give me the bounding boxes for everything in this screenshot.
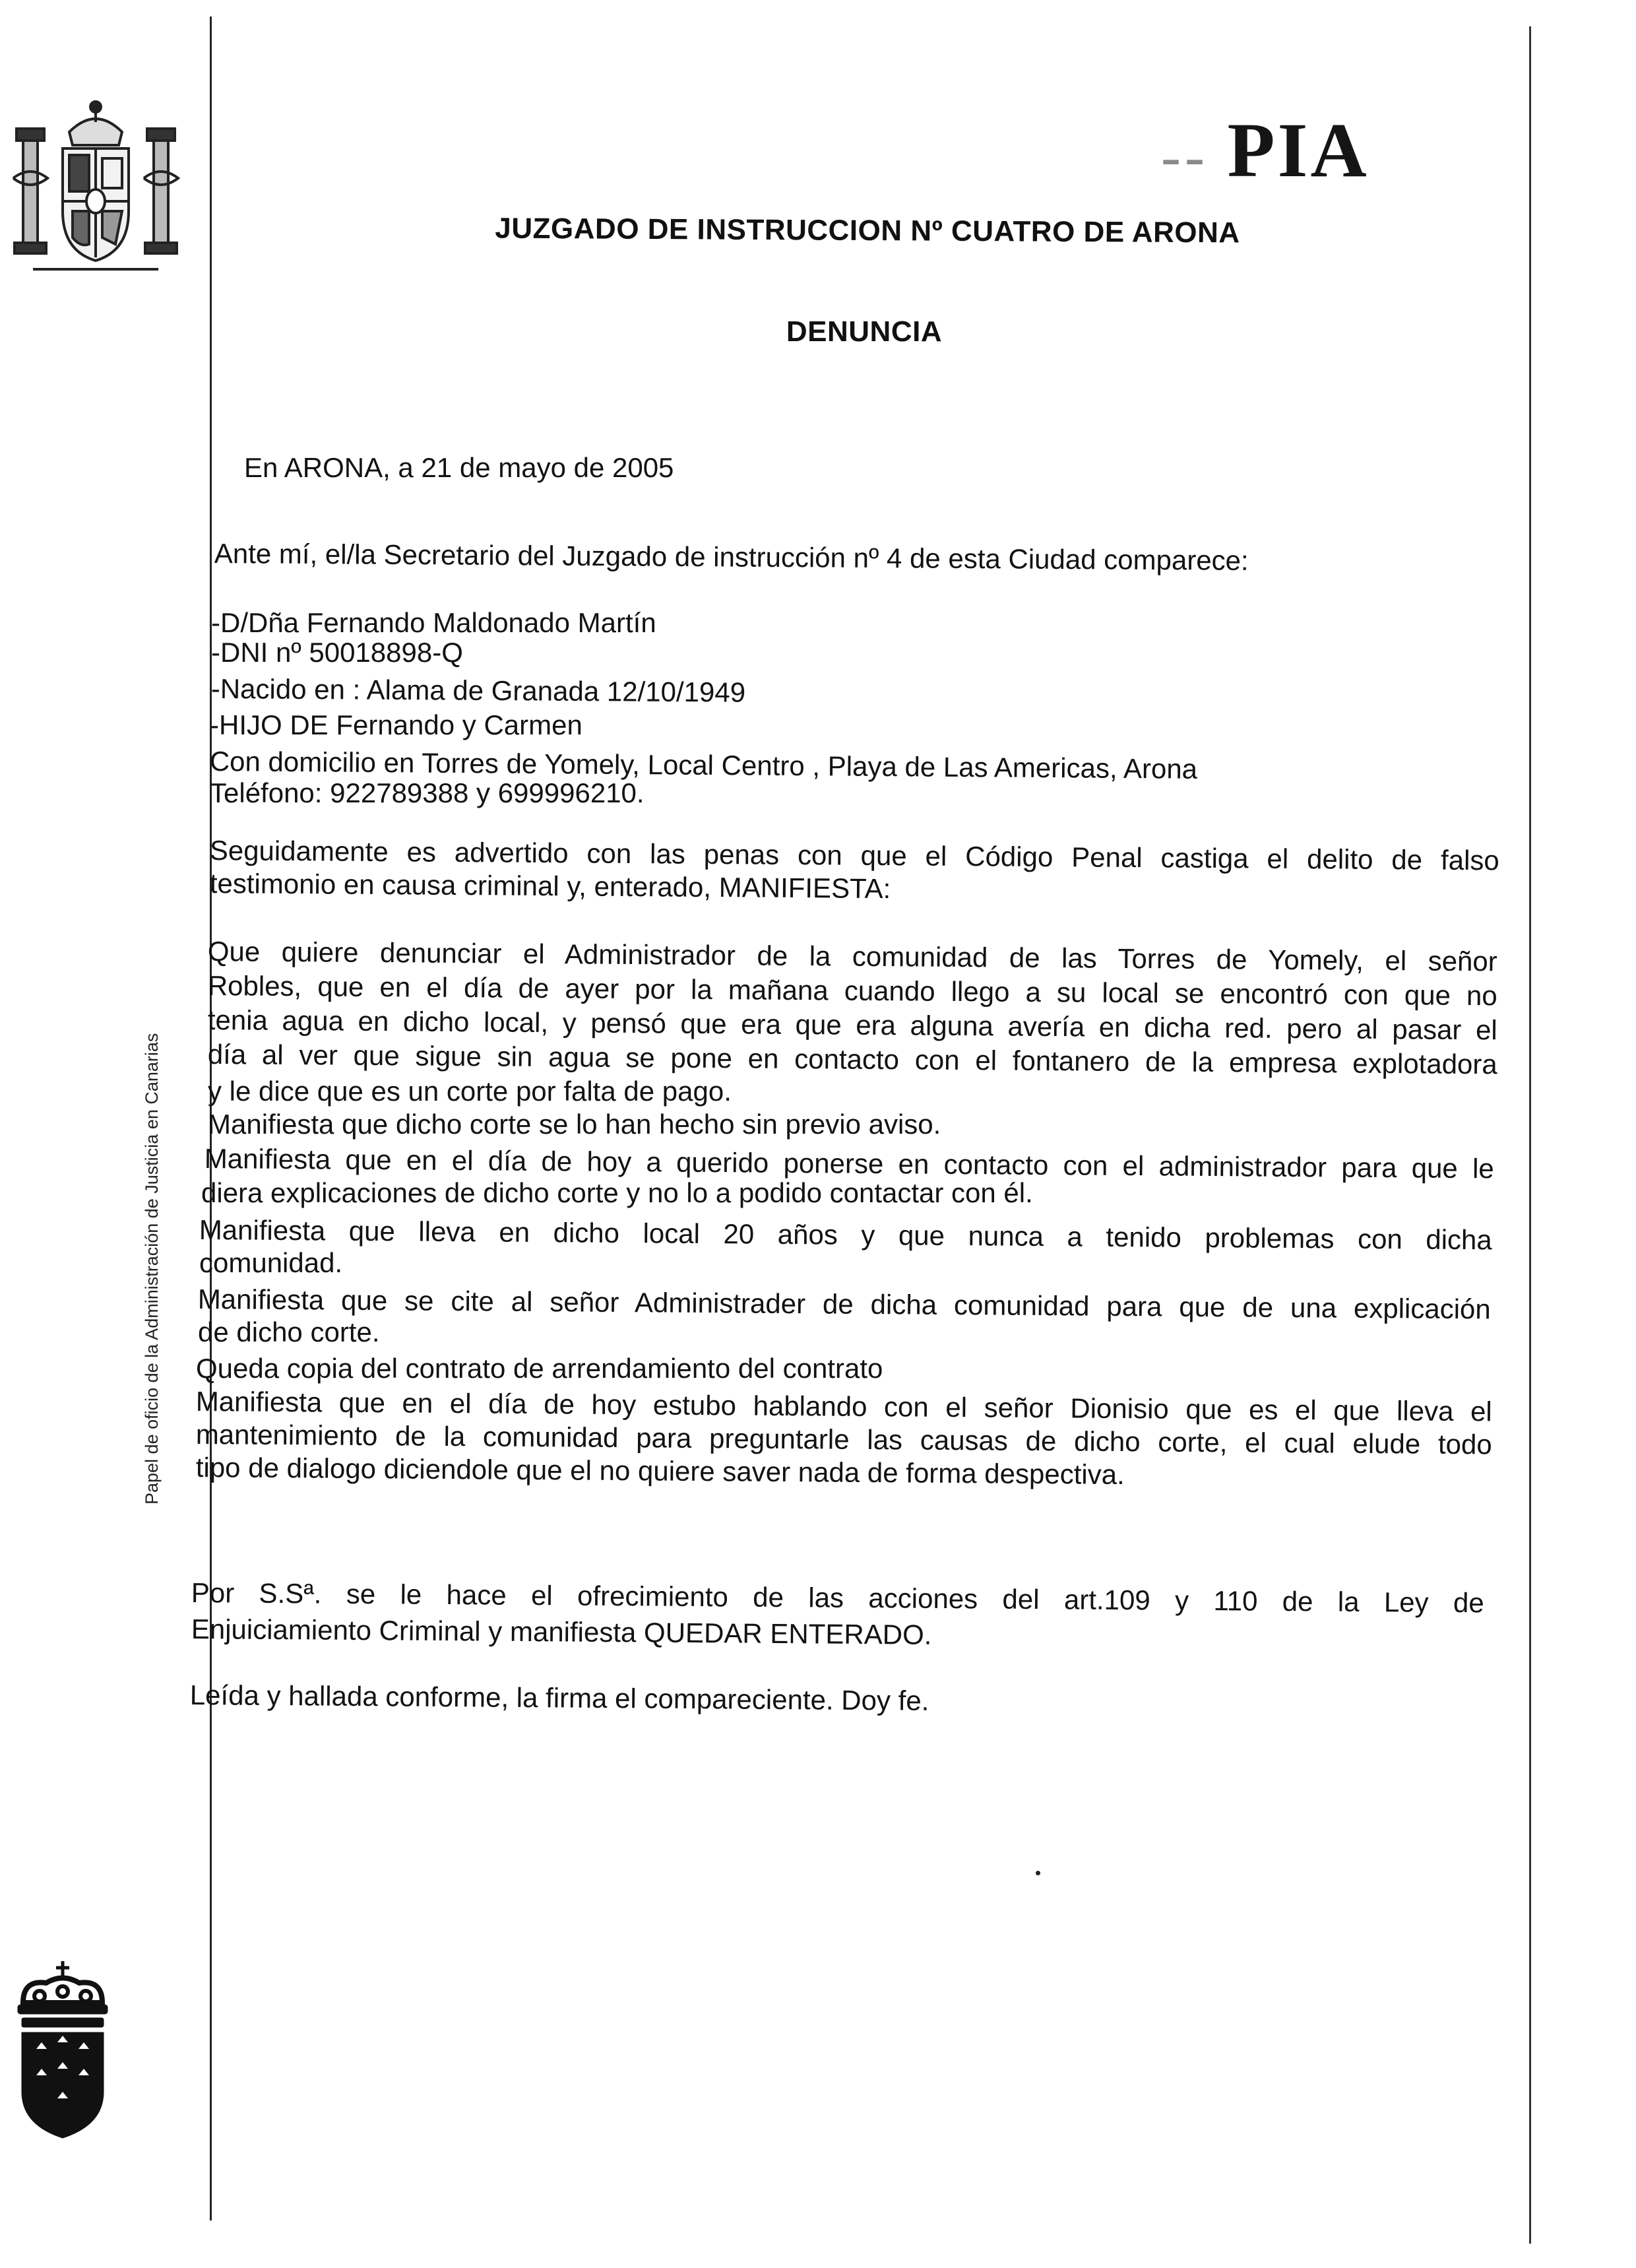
statement-line: Que quiere denunciar el Administrador de la comunidad de las Torres de Yomely, el señor: [207, 936, 1497, 977]
statement-line: tenia agua en dicho local, y pensó que era que era alguna avería en dicha red. pero al pasar el: [207, 1004, 1497, 1046]
statement-line: Queda copia del contrato de arrendamiento del contrato: [196, 1353, 883, 1384]
statement-line: Manifiesta que lleva en dicho local 20 años y que nunca a tenido problemas con dicha: [199, 1214, 1492, 1256]
canarias-emblem: [10, 1960, 115, 2145]
statement-line: día al ver que sigue sin agua se pone en contacto con el fontanero de la empresa explotadora: [207, 1039, 1497, 1080]
stray-mark: [1036, 1871, 1040, 1875]
statement-line: comunidad.: [199, 1247, 343, 1278]
statement-line: y le dice que es un corte por falta de pago.: [208, 1076, 732, 1107]
place-date: En ARONA, a 21 de mayo de 2005: [244, 452, 674, 483]
complainant-name: -D/Dña Fernando Maldonado Martín: [211, 607, 656, 638]
closing-line: Leída y hallada conforme, la firma el compareciente. Doy fe.: [189, 1679, 929, 1716]
statement-line: Manifiesta que dicho corte se lo han hecho sin previo aviso.: [208, 1109, 941, 1140]
copia-stamp: [1161, 106, 1412, 205]
statement-line: tipo de dialogo diciendole que el no quiere saver nada de forma despectiva.: [195, 1452, 1125, 1491]
statement-line: de dicho corte.: [198, 1316, 380, 1347]
stamp-text: PIA: [1227, 107, 1369, 193]
statement-line: Manifiesta que en el día de hoy estubo hablando con el señor Dionisio que es el que lleva el: [195, 1386, 1492, 1427]
official-paper-note: Papel de oficio de la Administración de Justicia en Canarias: [142, 1033, 162, 1505]
intro-line: Ante mí, el/la Secretario del Juzgado de instrucción nº 4 de esta Ciudad comparece:: [214, 538, 1249, 576]
offer-line-1: Por S.Sª. se le hace el ofrecimiento de las acciones del art.109 y 110 de la Ley de: [191, 1577, 1484, 1619]
statement-line: mantenimiento de la comunidad para preguntarle las causas de dicho corte, el cual elude todo: [195, 1419, 1492, 1460]
warning-line-2: testimonio en causa criminal y, enterado, MANIFIESTA:: [209, 868, 891, 905]
complainant-address: Con domicilio en Torres de Yomely, Local Centro , Playa de Las Americas, Arona: [209, 746, 1198, 785]
spain-coat-of-arms-emblem: [7, 92, 185, 277]
court-title: JUZGADO DE INSTRUCCION Nº CUATRO DE ARONA: [495, 212, 1240, 249]
statement-line: diera explicaciones de dicho corte y no lo a podido contactar con él.: [201, 1177, 1033, 1208]
warning-line-1: Seguidamente es advertido con las penas con que el Código Penal castiga el delito de falso: [209, 835, 1499, 876]
right-margin-rule: [1529, 26, 1531, 2244]
complainant-parents: -HIJO DE Fernando y Carmen: [210, 709, 582, 740]
offer-line-2: Enjuiciamiento Criminal y manifiesta QUEDAR ENTERADO.: [191, 1613, 932, 1650]
statement-line: Manifiesta que se cite al señor Administrader de dicha comunidad para que de una explicación: [197, 1283, 1491, 1325]
statement-line: Robles, que en el día de ayer por la mañana cuando llego a su local se encontró con que no: [207, 970, 1497, 1012]
document-title: DENUNCIA: [786, 315, 943, 348]
complainant-phone: Teléfono: 922789388 y 699996210.: [210, 777, 645, 808]
complainant-birthplace: -Nacido en : Alama de Granada 12/10/1949: [210, 673, 746, 708]
stamp-faded-part: --: [1161, 124, 1228, 189]
statement-line: Manifiesta que en el día de hoy a querido ponerse en contacto con el administrador para que le: [204, 1143, 1494, 1184]
complainant-dni: -DNI nº 50018898-Q: [211, 637, 463, 668]
